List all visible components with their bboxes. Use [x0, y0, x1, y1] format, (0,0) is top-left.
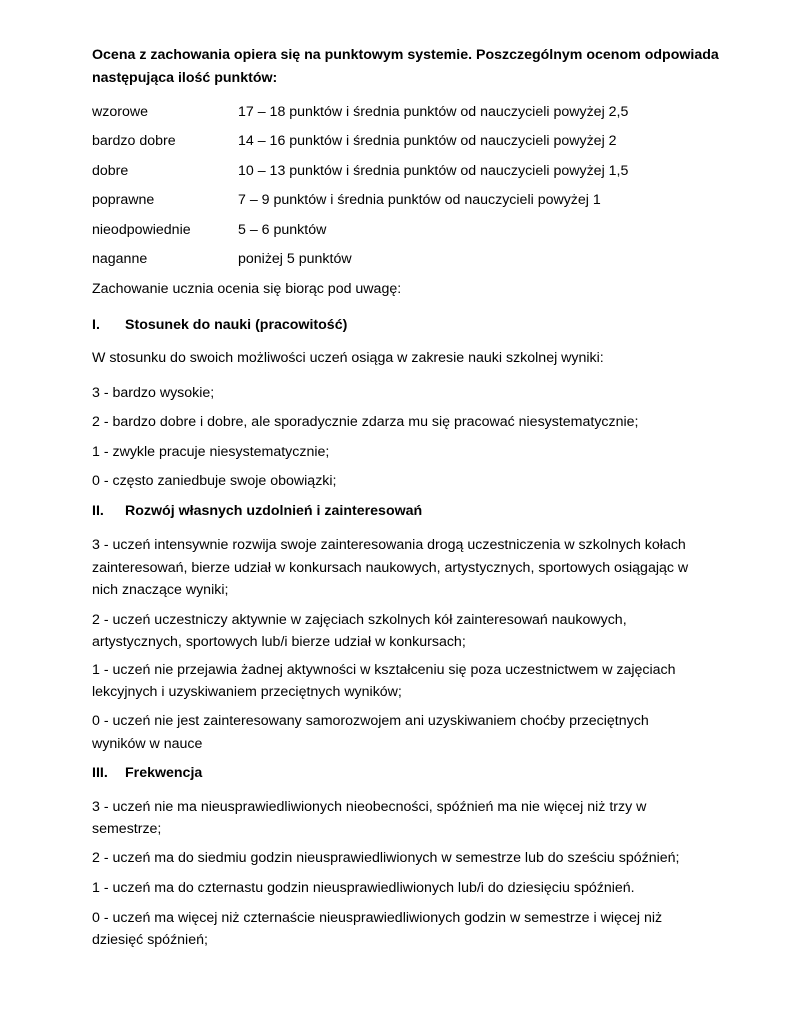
intro-line-2: następująca ilość punktów: — [92, 70, 278, 86]
grade-criteria: 10 – 13 punktów i średnia punktów od nauczycieli powyżej 1,5 — [238, 163, 629, 179]
list-item-line: 0 - uczeń ma więcej niż czternaście nieusprawiedliwionych godzin w semestrze i więcej niż — [92, 910, 663, 926]
section-title: Frekwencja — [125, 765, 203, 781]
grade-criteria: 14 – 16 punktów i średnia punktów od nauczycieli powyżej 2 — [238, 133, 617, 149]
list-item-line: dziesięć spóźnień; — [92, 932, 208, 948]
list-item-line: 0 - uczeń nie jest zainteresowany samorozwojem ani uzyskiwaniem choćby przeciętnych — [92, 713, 649, 729]
list-item-line: 3 - uczeń intensywnie rozwija swoje zainteresowania drogą uczestniczenia w szkolnych kołach — [92, 537, 686, 553]
grade-name: dobre — [92, 163, 129, 179]
intro-line-1: Ocena z zachowania opiera się na punktowym systemie. Poszczególnym ocenom odpowiada — [92, 47, 719, 63]
section-lead: W stosunku do swoich możliwości uczeń osiąga w zakresie nauki szkolnej wyniki: — [92, 350, 604, 366]
section-heading — [92, 316, 347, 334]
section-heading — [92, 764, 202, 782]
considerations-text: Zachowanie ucznia ocenia się biorąc pod uwagę: — [92, 281, 402, 297]
section-number: III. — [92, 765, 108, 781]
list-item: 0 - często zaniedbuje swoje obowiązki; — [92, 473, 337, 489]
list-item-line: 2 - uczeń ma do siedmiu godzin nieusprawiedliwionych w semestrze lub do sześciu spóźnień; — [92, 850, 680, 866]
grade-criteria: poniżej 5 punktów — [238, 251, 352, 267]
list-item-line: lekcyjnych i uzyskiwaniem przeciętnych wyników; — [92, 684, 402, 700]
list-item-line: artystycznych, sportowych lub/i bierze udział w konkursach; — [92, 634, 466, 650]
list-item: 1 - zwykle pracuje niesystematycznie; — [92, 444, 330, 460]
list-item: 2 - bardzo dobre i dobre, ale sporadycznie zdarza mu się pracować niesystematycznie; — [92, 414, 639, 430]
grade-name: nieodpowiednie — [92, 222, 191, 238]
grade-name: wzorowe — [92, 104, 148, 120]
grade-criteria: 7 – 9 punktów i średnia punktów od nauczycieli powyżej 1 — [238, 192, 601, 208]
section-number: II. — [92, 503, 104, 519]
section-title: Stosunek do nauki (pracowitość) — [125, 317, 348, 333]
list-item-line: 1 - uczeń nie przejawia żadnej aktywności w kształceniu się poza uczestnictwem w zajęciach — [92, 662, 676, 678]
section-number: I. — [92, 317, 100, 333]
list-item-line: 2 - uczeń uczestniczy aktywnie w zajęciach szkolnych kół zainteresowań naukowych, — [92, 612, 627, 628]
list-item-line: semestrze; — [92, 821, 162, 837]
list-item-line: zainteresowań, bierze udział w konkursach naukowych, artystycznych, sportowych osiągając w — [92, 560, 689, 576]
list-item-line: 3 - uczeń nie ma nieusprawiedliwionych nieobecności, spóźnień ma nie więcej niż trzy w — [92, 799, 647, 815]
grade-criteria: 17 – 18 punktów i średnia punktów od nauczycieli powyżej 2,5 — [238, 104, 629, 120]
section-heading — [92, 502, 422, 520]
list-item-line: 1 - uczeń ma do czternastu godzin nieusprawiedliwionych lub/i do dziesięciu spóźnień. — [92, 880, 635, 896]
list-item-line: nich znaczące wyniki; — [92, 582, 229, 598]
grade-name: poprawne — [92, 192, 155, 208]
list-item: 3 - bardzo wysokie; — [92, 385, 215, 401]
grade-name: bardzo dobre — [92, 133, 176, 149]
list-item-line: wyników w nauce — [92, 736, 203, 752]
grade-criteria: 5 – 6 punktów — [238, 222, 327, 238]
grade-name: naganne — [92, 251, 148, 267]
section-title: Rozwój własnych uzdolnień i zainteresowań — [125, 503, 423, 519]
